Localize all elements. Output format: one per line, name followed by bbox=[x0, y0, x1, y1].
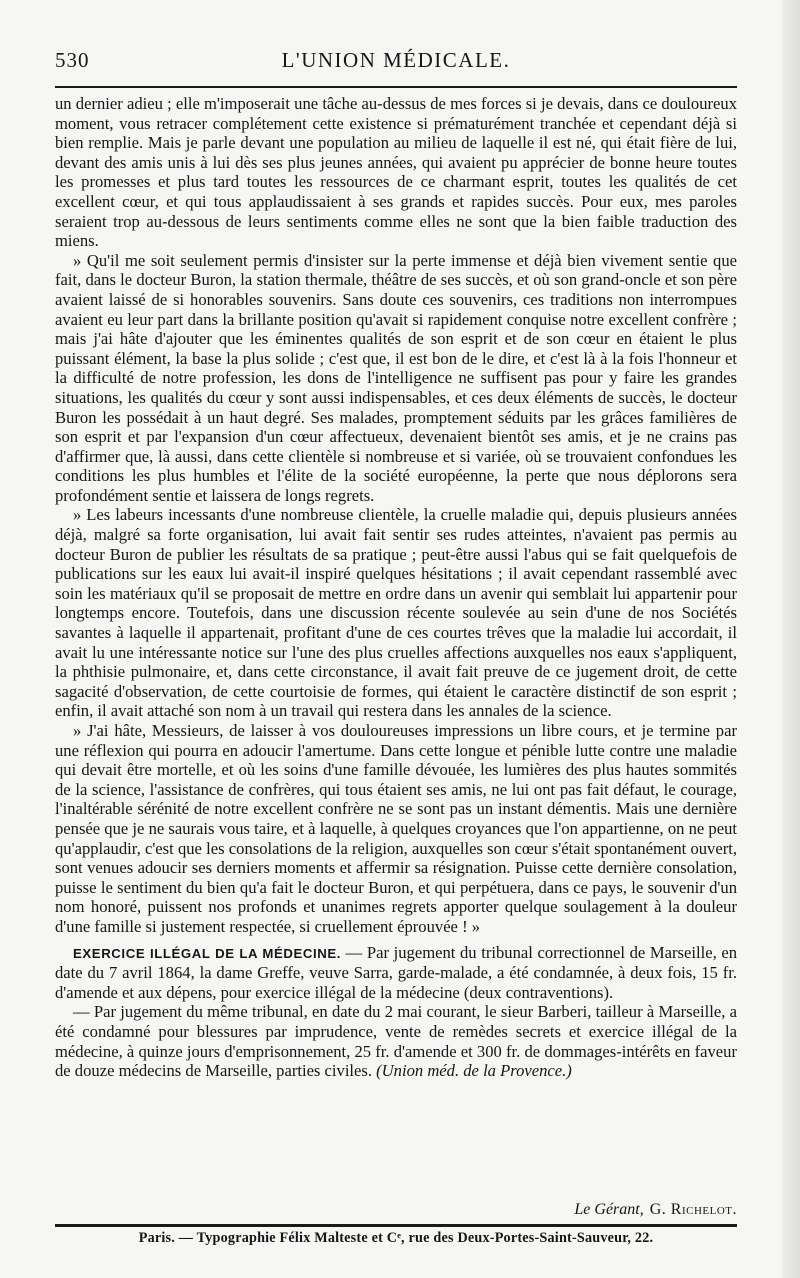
signature-role: Le Gérant, bbox=[574, 1201, 644, 1218]
header-rule bbox=[55, 86, 737, 88]
page-header bbox=[55, 48, 737, 78]
signature-name: G. Richelot. bbox=[649, 1201, 737, 1218]
paragraph-conclusion: » J'ai hâte, Messieurs, de laisser à vos douloureuses impressions un libre cours, et je termine par une réflexion qui pourra en adoucir l'amertume. Dans cette longue et pénible lutte contre une maladie qui devait être mortelle, et où les soins d'une famille dévouée, les lumières des plus hautes sommités de la science, l'assistance de confrères, qui tous étaient ses amis, ne lui ont pas fait défaut, le courage, l'inaltérable sérénité de notre excellent confrère ne se sont pas un instant démentis. Mais une dernière pensée que je ne saurais vous taire, et à laquelle, à quelques croyances que l'on appartienne, on ne peut qu'applaudir, c'est que les consolations de la religion, auxquelles son cœur s'était spontanément ouvert, sont venues adoucir ses derniers moments et affermir sa résignation. Puisse cette dernière consolation, puisse le sentiment du bien qu'a fait le docteur Buron, et qui perpétuera, dans ce pays, le souvenir d'un nom honoré, puissent nos profonds et unanimes regrets apporter quelque soulagement à la douleur d'une famille si justement respectée, si cruellement éprouvée ! » bbox=[55, 721, 737, 936]
news-item-barberi bbox=[55, 1002, 737, 1080]
paragraph-station-thermale: » Qu'il me soit seulement permis d'insister sur la perte immense et déjà bien vivement sentie que fait, dans le docteur Buron, la station thermale, théâtre de ses succès, et où son grand-oncle et son père avaient laissé de si honorables souvenirs. Sans doute ces souvenirs, ces traditions non interrompues avaient eu leur part dans la brillante position qu'avait si rapidement conquise notre excellent confrère ; mais j'ai hâte d'ajouter que les éminentes qualités de son esprit et de son cœur en étaient le plus puissant élément, la base la plus solide ; c'est que, il est bon de le dire, et c'est là à la fois l'honneur et la difficulté de notre profession, les dons de l'intelligence ne suffisent pas pour y faire les grandes situations, les qualités du cœur y sont aussi indispensables, et ces deux éléments de succès, le docteur Buron les possédait à un haut degré. Ses malades, promptement séduits par les grâces familières de son esprit et par l'expansion d'un cœur affectueux, devenaient bientôt ses amis, et je ne crains pas d'affirmer que, là aussi, dans cette clientèle si nombreuse et si variée, où se trouvaient confondues les conditions les plus humbles et l'élite de la société européenne, la perte que nous déplorons sera profondément sentie et laissera de longs regrets. bbox=[55, 250, 737, 505]
signature bbox=[55, 1201, 737, 1219]
page-edge-shadow bbox=[782, 0, 800, 1278]
news-item-heading: EXERCICE ILLÉGAL DE LA MÉDECINE. bbox=[73, 945, 342, 961]
news-item-2-source: (Union méd. de la Provence.) bbox=[376, 1061, 572, 1081]
printer-imprint: Paris. — Typographie Félix Malteste et Cᵉ, rue des Deux-Portes-Saint-Sauveur, 22. bbox=[138, 1230, 654, 1246]
news-item-text: — Par jugement du tribunal correctionnel de Marseille, en date du 7 avril 1864, la dame Greffe, veuve Sarra, garde-malade, a été condamnée, à deux fois, 15 fr. d'amende et aux dépens, pour exercice illégal de la médecine (deux contraventions). bbox=[55, 942, 738, 1002]
news-item-2-text: — Par jugement du même tribunal, en date du 2 mai courant, le sieur Barberi, tailleur à Marseille, a été condamné pour blessures par imprudence, vente de remèdes secrets et exercice illégal de la médecine, à quinze jours d'emprisonnement, 25 fr. d'amende et 300 fr. de dommages-intérêts en faveur de douze médecins de Marseille, parties civiles. bbox=[55, 1002, 737, 1081]
paragraph-closing-adieu: un dernier adieu ; elle m'imposerait une tâche au-dessus de mes forces si je devais, dans ce douloureux moment, vous retracer complétement cette existence si prématurément tranchée et cependant déjà si bien remplie. Mais je parle devant une population au milieu de laquelle il est né, qui était fière de lui, devant des amis unis à lui dès ses plus jeunes années, qui avaient pu apprécier de bonne heure toutes les promesses et plus tard toutes les ressources de ce charmant esprit, toutes les qualités de cet excellent cœur, et qui tous applaudissaient à ses grands et rapides succès. Pour eux, mes paroles seraient trop au-dessous de leurs sentiments comme elles ne sont que la bien faible traduction des miens. bbox=[55, 94, 737, 251]
article-body bbox=[55, 94, 737, 1081]
page-number: 530 bbox=[55, 48, 90, 72]
running-title: L'UNION MÉDICALE. bbox=[281, 48, 511, 72]
footer-rule bbox=[55, 1224, 737, 1227]
paragraph-labeurs: » Les labeurs incessants d'une nombreuse clientèle, la cruelle maladie qui, depuis plusieurs années déjà, malgré sa forte organisation, lui avait fait sentir ses rudes atteintes, n'avaient pas permis au docteur Buron de publier les résultats de sa pratique ; peut-être aussi l'abus qui se fait quelquefois de publications sur les eaux lui avait-il inspiré quelques hésitations ; il avait cependant rassemblé avec soin les matériaux qu'il se proposait de mettre en ordre dans un avenir qui semblait lui appartenir pour longtemps encore. Toutefois, dans une discussion récente soulevée au sein d'une de nos Sociétés savantes à laquelle il appartenait, profitant d'une de ces courtes trêves que la maladie lui accordait, il avait lu une intéressante notice sur l'une des plus cruelles affections auxquelles nos eaux s'appliquent, la phthisie pulmonaire, et, dans cette circonstance, il avait fait preuve de ce jugement droit, de cette sagacité d'observation, de cette courtoisie de formes, qui étaient le caractère distinctif de son esprit ; enfin, il avait attaché son nom à un travail qui restera dans les annales de la science. bbox=[55, 505, 737, 721]
news-item-exercice-illegal bbox=[55, 943, 737, 1003]
